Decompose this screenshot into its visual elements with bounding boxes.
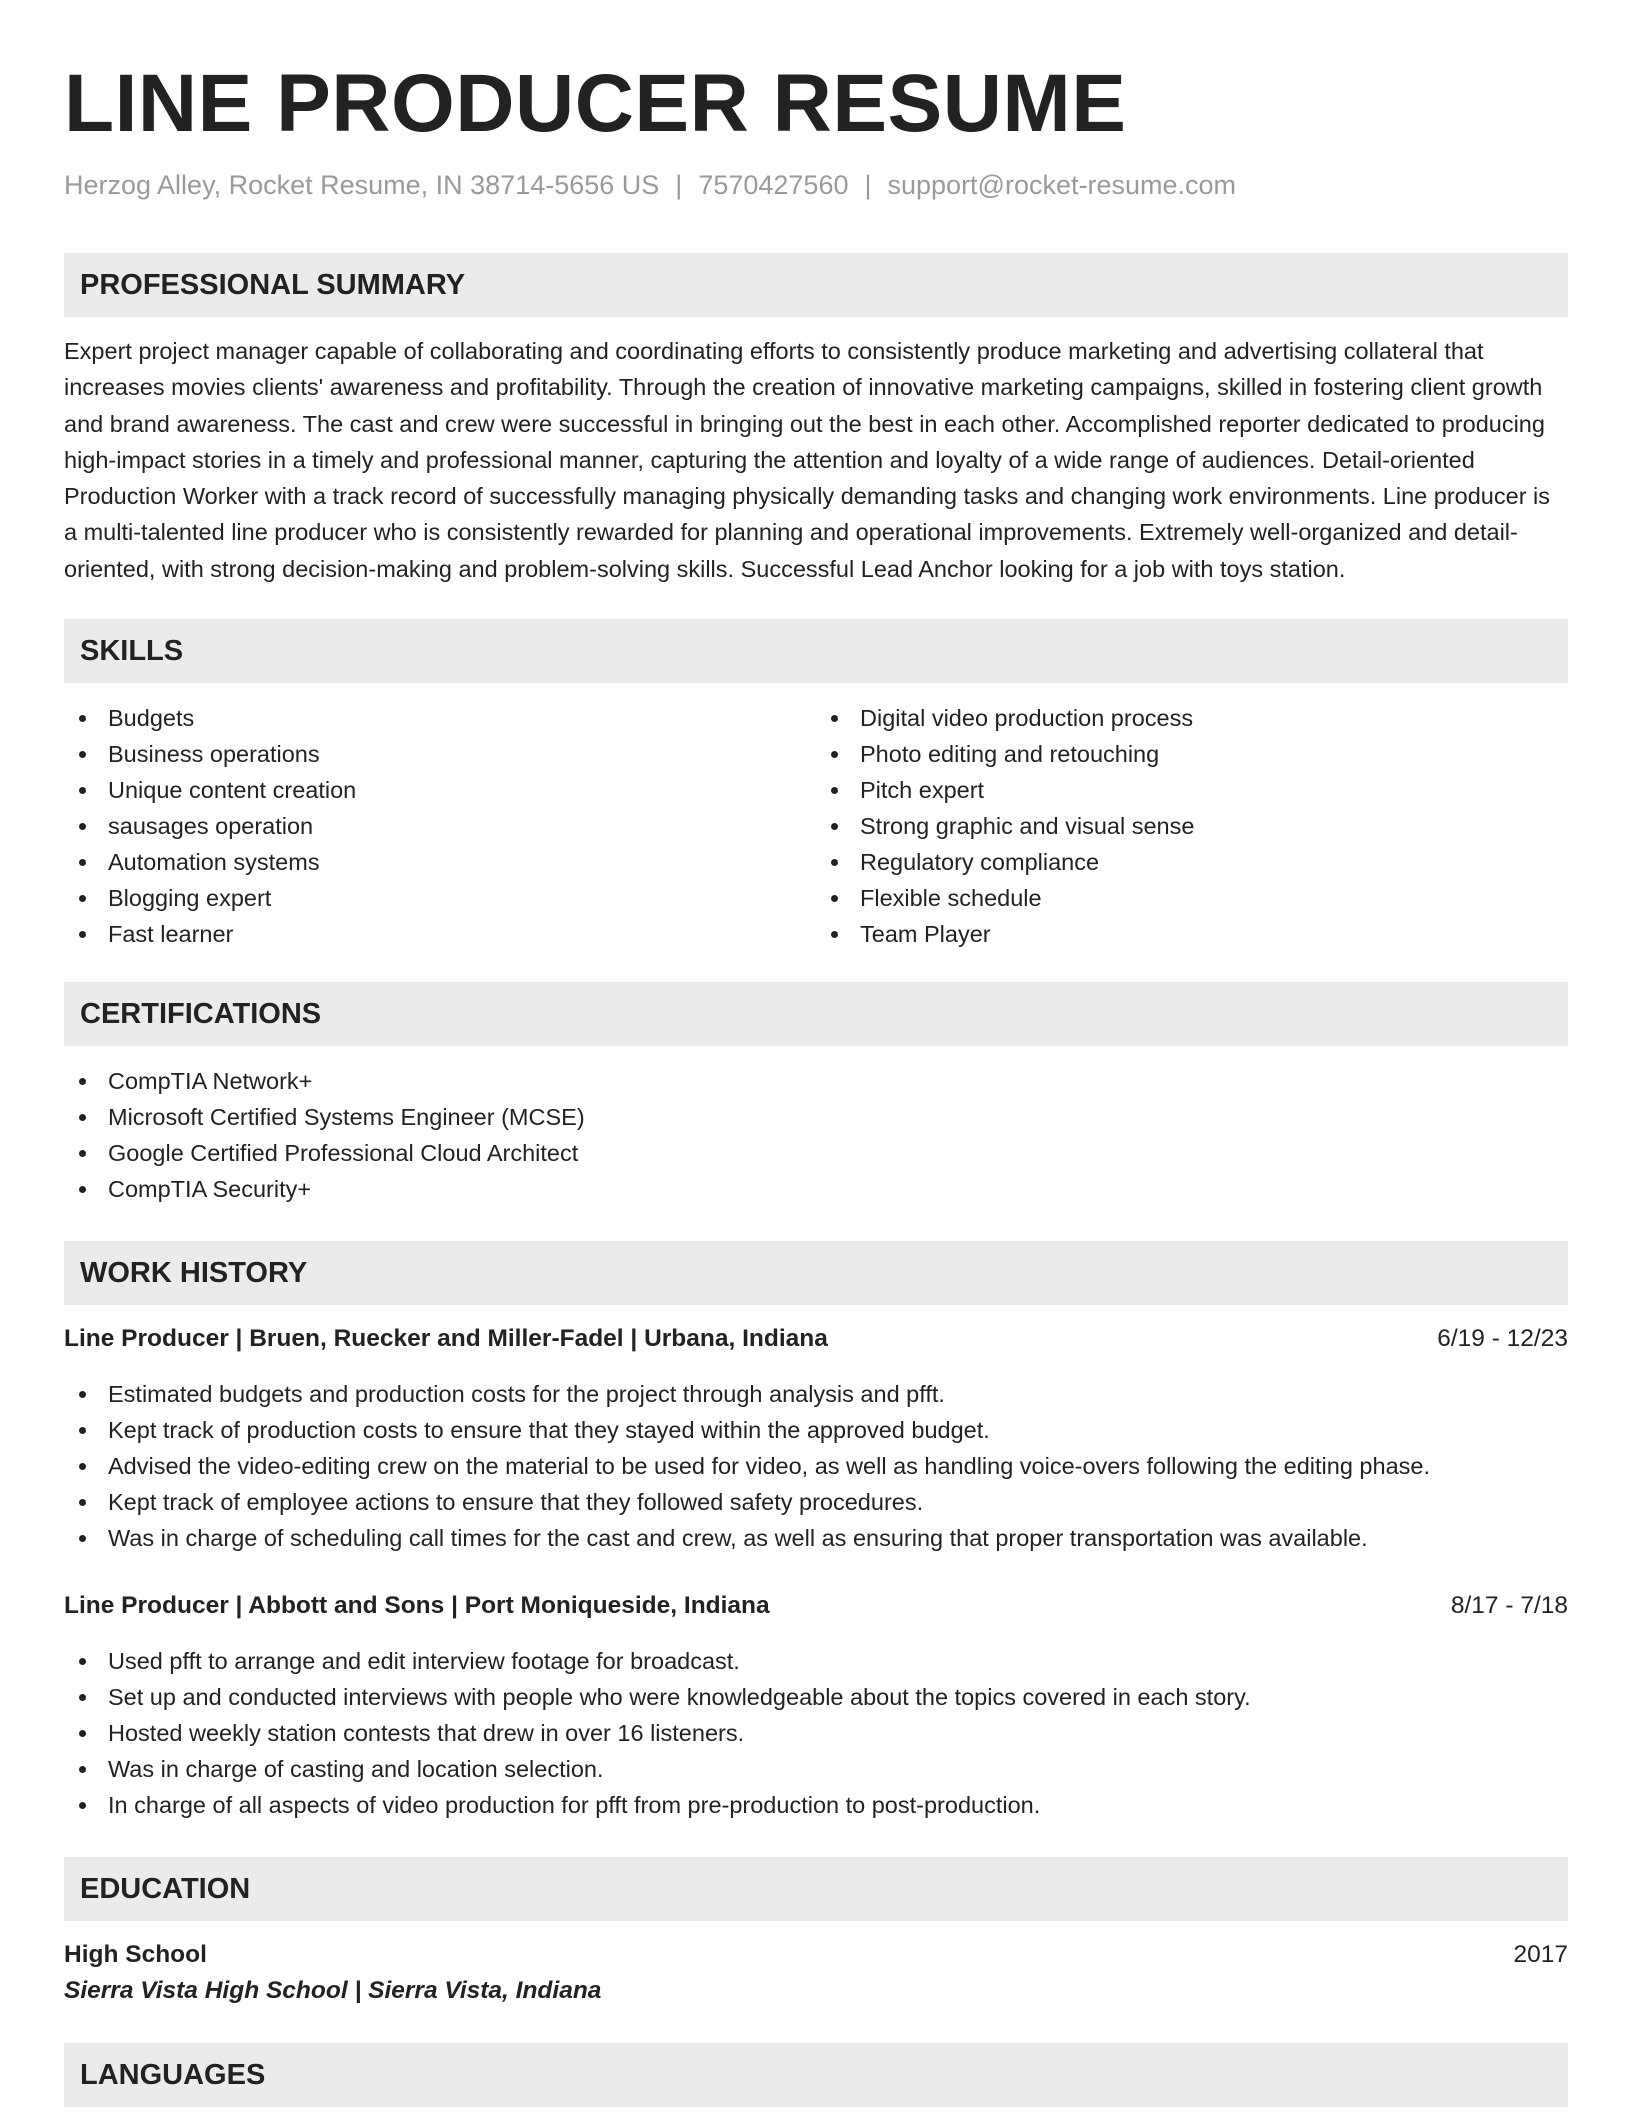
- contact-separator: |: [675, 170, 683, 200]
- skill-item: Pitch expert: [816, 772, 1568, 808]
- skill-item: Flexible schedule: [816, 880, 1568, 916]
- skill-item: Unique content creation: [64, 772, 816, 808]
- job-header: [64, 1321, 1568, 1357]
- education-school: Sierra Vista High School | Sierra Vista, Indiana: [64, 1977, 602, 2005]
- education-year: 2017: [1513, 1941, 1568, 1969]
- certification-item: CompTIA Network+: [64, 1063, 1568, 1099]
- skills-list-right: [816, 700, 1568, 952]
- job-title: Line Producer | Bruen, Ruecker and Miller-Fadel | Urbana, Indiana: [64, 1325, 828, 1353]
- job-dates: 6/19 - 12/23: [1437, 1325, 1568, 1353]
- job-header: [64, 1588, 1568, 1624]
- job-duty-item: Was in charge of scheduling call times for the cast and crew, as well as ensuring that proper transportation was available.: [64, 1520, 1568, 1556]
- skill-item: Business operations: [64, 736, 816, 772]
- section-heading-summary: PROFESSIONAL SUMMARY: [64, 253, 1568, 317]
- job-duty-item: Advised the video-editing crew on the material to be used for video, as well as handling voice-overs following the editing phase.: [64, 1448, 1568, 1484]
- job-duties-list: [64, 1376, 1568, 1556]
- job-duty-item: Was in charge of casting and location selection.: [64, 1751, 1568, 1787]
- resume-title: LINE PRODUCER RESUME: [64, 58, 1127, 149]
- section-heading-certifications: CERTIFICATIONS: [64, 982, 1568, 1046]
- education-degree: High School: [64, 1941, 207, 1969]
- contact-address: Herzog Alley, Rocket Resume, IN 38714-5656 US: [64, 170, 660, 200]
- skill-item: Budgets: [64, 700, 816, 736]
- certifications-list: [64, 1063, 1568, 1207]
- skills-list-left: [64, 700, 816, 952]
- skill-item: Automation systems: [64, 844, 816, 880]
- job-duty-item: Kept track of employee actions to ensure that they followed safety procedures.: [64, 1484, 1568, 1520]
- skill-item: Team Player: [816, 916, 1568, 952]
- contact-phone: 7570427560: [698, 170, 849, 200]
- certification-item: Google Certified Professional Cloud Architect: [64, 1135, 1568, 1171]
- skill-item: Digital video production process: [816, 700, 1568, 736]
- section-heading-languages: LANGUAGES: [64, 2043, 1568, 2107]
- section-heading-skills: SKILLS: [64, 619, 1568, 683]
- skill-item: Photo editing and retouching: [816, 736, 1568, 772]
- skill-item: Blogging expert: [64, 880, 816, 916]
- skills-grid: [64, 700, 1568, 952]
- section-heading-education: EDUCATION: [64, 1857, 1568, 1921]
- contact-line: [64, 170, 1568, 201]
- job-duty-item: Kept track of production costs to ensure that they stayed within the approved budget.: [64, 1412, 1568, 1448]
- skill-item: Regulatory compliance: [816, 844, 1568, 880]
- job-duty-item: Set up and conducted interviews with people who were knowledgeable about the topics covered in each story.: [64, 1679, 1568, 1715]
- section-heading-work-history: WORK HISTORY: [64, 1241, 1568, 1305]
- job-duty-item: Used pfft to arrange and edit interview footage for broadcast.: [64, 1643, 1568, 1679]
- job-title: Line Producer | Abbott and Sons | Port Moniqueside, Indiana: [64, 1592, 770, 1620]
- job-dates: 8/17 - 7/18: [1450, 1592, 1568, 1620]
- certification-item: CompTIA Security+: [64, 1171, 1568, 1207]
- skill-item: Fast learner: [64, 916, 816, 952]
- skill-item: sausages operation: [64, 808, 816, 844]
- education-header: [64, 1937, 1568, 1973]
- job-duties-list: [64, 1643, 1568, 1823]
- contact-separator: |: [864, 170, 872, 200]
- job-duty-item: Estimated budgets and production costs for the project through analysis and pfft.: [64, 1376, 1568, 1412]
- contact-email: support@rocket-resume.com: [887, 170, 1237, 200]
- skill-item: Strong graphic and visual sense: [816, 808, 1568, 844]
- job-duty-item: In charge of all aspects of video production for pfft from pre-production to post-production.: [64, 1787, 1568, 1823]
- certification-item: Microsoft Certified Systems Engineer (MCSE): [64, 1099, 1568, 1135]
- job-duty-item: Hosted weekly station contests that drew in over 16 listeners.: [64, 1715, 1568, 1751]
- summary-text: Expert project manager capable of collaborating and coordinating efforts to consistently produce marketing and advertising collateral that increases movies clients' awareness and profitability. Through the creation of innovative marketing campaigns, skilled in fostering client growth and brand awareness. The cast and crew were successful in bringing out the best in each other. Accomplished reporter dedicated to producing high-impact stories in a timely and professional manner, capturing the attention and loyalty of a wide range of audiences. Detail-oriented Production Worker with a track record of successfully managing physically demanding tasks and changing work environments. Line producer is a multi-talented line producer who is consistently rewarded for planning and operational improvements. Extremely well-organized and detail-oriented, with strong decision-making and problem-solving skills. Successful Lead Anchor looking for a job with toys station.: [64, 338, 1551, 582]
